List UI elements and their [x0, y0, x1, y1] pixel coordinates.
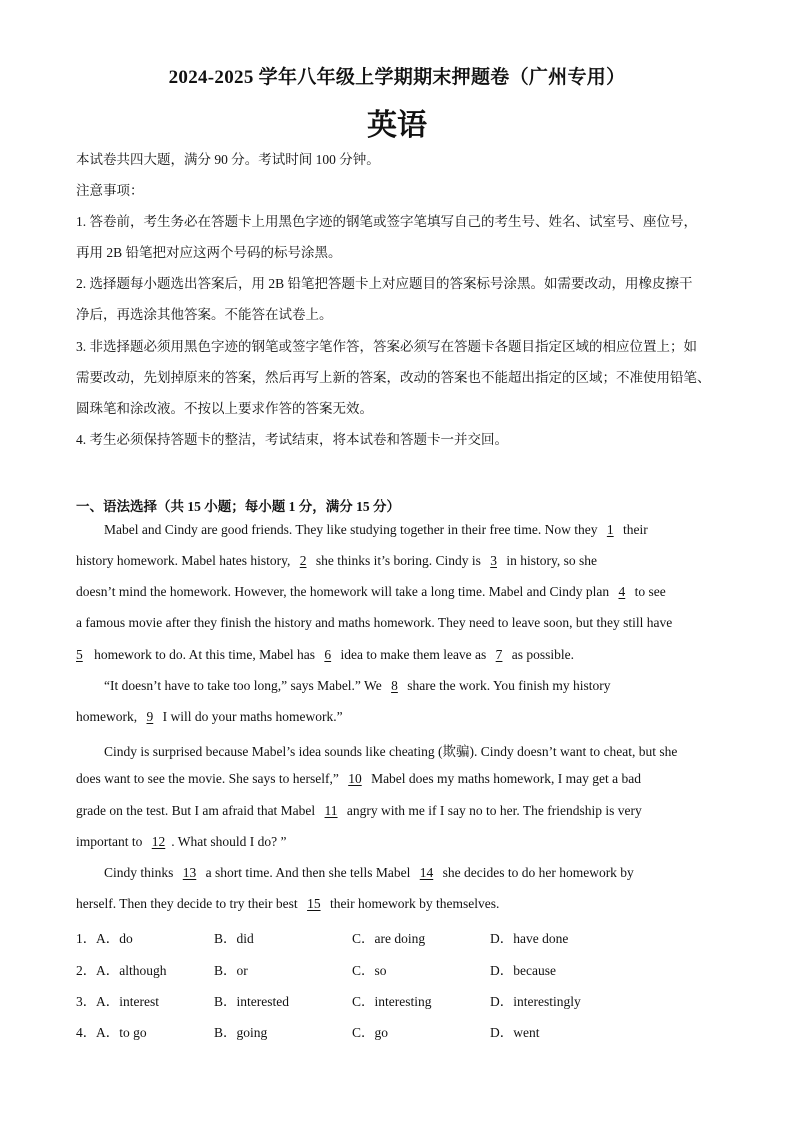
passage-line: [76, 896, 726, 912]
note-3-cont: 需要改动，先划掉原来的答案，然后再写上新的答案，改动的答案也不能超出指定的区域；不准使用铅笔、: [76, 370, 711, 385]
option-b[interactable]: B．did: [214, 931, 254, 946]
blank-2: 2: [299, 553, 307, 568]
passage-line: [76, 584, 726, 600]
passage-text: to see: [631, 584, 666, 599]
question-number: 2．: [76, 963, 97, 978]
option-a[interactable]: A．to go: [96, 1025, 147, 1040]
blank-4: 4: [618, 584, 626, 599]
passage-line: [104, 678, 726, 694]
passage-text: their: [619, 522, 648, 537]
passage-text: idea to make them leave as: [337, 647, 490, 662]
question-number: 3．: [76, 994, 97, 1009]
blank-7: 7: [495, 647, 503, 662]
note-3-cont2: 圆珠笔和涂改液。不按以上要求作答的答案无效。: [76, 401, 373, 416]
passage-text: she decides to do her homework by: [439, 865, 634, 880]
passage-line: [104, 522, 726, 538]
subject-title: 英语: [367, 108, 427, 143]
option-c[interactable]: C．go: [352, 1025, 389, 1040]
option-d[interactable]: D．went: [490, 1025, 540, 1040]
question-number: 1．: [76, 931, 97, 946]
exam-info: 本试卷共四大题，满分 90 分。考试时间 100 分钟。: [76, 152, 380, 167]
blank-3: 3: [490, 553, 497, 568]
question-number: 4．: [76, 1025, 97, 1040]
blank-15: 15: [307, 896, 321, 911]
passage-text: a short time. And then she tells Mabel: [202, 865, 414, 880]
passage-text: herself. Then they decide to try their best: [76, 896, 302, 911]
note-2-cont: 净后，再选涂其他答案。不能答在试卷上。: [76, 307, 333, 322]
option-c[interactable]: C．are doing: [352, 931, 426, 946]
passage-text: important to: [76, 834, 146, 849]
passage-text: I will do your maths homework.”: [159, 709, 343, 724]
blank-11: 11: [324, 803, 338, 818]
notes-title: 注意事项：: [76, 183, 144, 198]
passage-text: share the work. You finish my history: [403, 678, 611, 693]
option-c[interactable]: C．interesting: [352, 994, 432, 1009]
passage-text: in history, so she: [502, 553, 597, 568]
blank-10: 10: [348, 771, 362, 786]
passage-text: homework to do. At this time, Mabel has: [90, 647, 319, 662]
note-2: 2. 选择题每小题选出答案后，用 2B 铅笔把答题卡上对应题目的答案标号涂黑。如需要改动，用橡皮擦干: [76, 276, 693, 291]
passage-text: history homework. Mabel hates history,: [76, 553, 294, 568]
passage-text: homework,: [76, 709, 141, 724]
blank-5: 5: [76, 647, 83, 662]
note-4: 4. 考生必须保持答题卡的整洁，考试结束，将本试卷和答题卡一并交回。: [76, 432, 508, 447]
option-d[interactable]: D．interestingly: [490, 994, 581, 1009]
option-d[interactable]: D．have done: [490, 931, 569, 946]
blank-9: 9: [146, 709, 154, 724]
passage-text: . What should I do? ”: [171, 834, 287, 849]
passage-line: Cindy is surprised because Mabel’s idea sounds like cheating (欺骗). Cindy doesn’t want to cheat, but she: [104, 744, 678, 759]
passage-line: [76, 553, 726, 569]
passage-text: does want to see the movie. She says to herself,”: [76, 771, 343, 786]
note-1-cont: 再用 2B 铅笔把对应这两个号码的标号涂黑。: [76, 245, 342, 260]
passage-line: [76, 803, 726, 819]
option-a[interactable]: A．although: [96, 963, 167, 978]
blank-1: 1: [606, 522, 614, 537]
passage-line: [76, 771, 726, 787]
passage-line: [76, 647, 726, 663]
option-b[interactable]: B．or: [214, 963, 248, 978]
passage-text: she thinks it’s boring. Cindy is: [312, 553, 485, 568]
passage-text: Mabel does my maths homework, I may get a bad: [367, 771, 641, 786]
note-1: 1. 答卷前，考生务必在答题卡上用黑色字迹的钢笔或签字笔填写自己的考生号、姓名、试室号、座位号，: [76, 214, 697, 229]
passage-text: angry with me if I say no to her. The friendship is very: [343, 803, 642, 818]
passage-line: a famous movie after they finish the history and maths homework. They need to leave soon, but they still have: [76, 615, 673, 630]
passage-line: [76, 709, 726, 725]
passage-line: [76, 834, 726, 850]
section-heading: 一、语法选择（共 15 小题；每小题 1 分，满分 15 分）: [76, 499, 400, 514]
passage-text: their homework by themselves.: [326, 896, 500, 911]
option-c[interactable]: C．so: [352, 963, 387, 978]
passage-text: Cindy thinks: [104, 865, 177, 880]
blank-6: 6: [324, 647, 332, 662]
blank-12: 12: [151, 834, 166, 849]
option-b[interactable]: B．going: [214, 1025, 268, 1040]
exam-title: 2024-2025 学年八年级上学期期末押题卷（广州专用）: [168, 67, 626, 88]
blank-8: 8: [391, 678, 398, 693]
passage-text: Mabel and Cindy are good friends. They like studying together in their free time. Now they: [104, 522, 601, 537]
passage-text: “It doesn’t have to take too long,” says Mabel.” We: [104, 678, 386, 693]
option-d[interactable]: D．because: [490, 963, 556, 978]
passage-line: [104, 865, 726, 881]
passage-text: grade on the test. But I am afraid that Mabel: [76, 803, 319, 818]
option-a[interactable]: A．do: [96, 931, 133, 946]
passage-text: doesn’t mind the homework. However, the homework will take a long time. Mabel and Cindy plan: [76, 584, 613, 599]
note-3: 3. 非选择题必须用黑色字迹的钢笔或签字笔作答，答案必须写在答题卡各题目指定区域的相应位置上；如: [76, 339, 697, 354]
passage-text: as possible.: [508, 647, 575, 662]
option-b[interactable]: B．interested: [214, 994, 289, 1009]
option-a[interactable]: A．interest: [96, 994, 159, 1009]
blank-13: 13: [182, 865, 197, 880]
blank-14: 14: [419, 865, 434, 880]
